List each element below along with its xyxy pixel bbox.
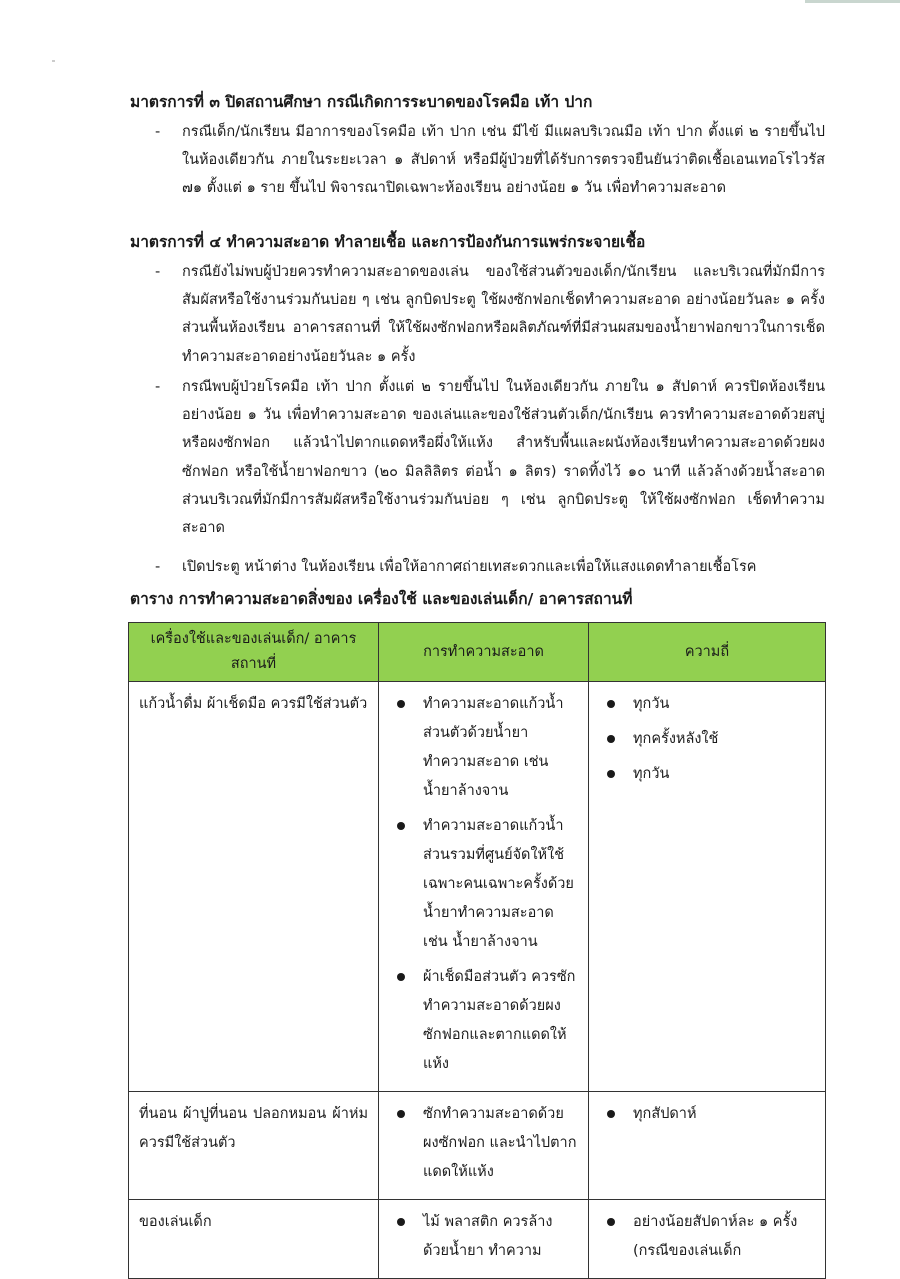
header-frequency: ความถี่ (589, 623, 826, 682)
scan-speck (52, 60, 55, 62)
row-cleaning (379, 682, 589, 1092)
frequency-value: ทุกวัน (599, 760, 815, 789)
cleaning-step: ผ้าเช็ดมือส่วนตัว ควรซักทำความสะอาดด้วยผงซักฟอกและตากแดดให้แห้ง (389, 963, 578, 1079)
header-cleaning: การทำความสะอาด (379, 623, 589, 682)
table-row (129, 1092, 826, 1200)
frequency-value: อย่างน้อยสัปดาห์ละ ๑ ครั้ง (กรณีของเล่นเด็ก (599, 1208, 815, 1266)
row-frequency (589, 682, 826, 1092)
bullet-text: เปิดประตู หน้าต่าง ในห้องเรียน เพื่อให้อากาศถ่ายเทสะดวกและเพื่อให้แสงแดดทำลายเชื้อโรค (182, 559, 757, 575)
measure-4-bullet-1: - กรณียังไม่พบผู้ป่วยควรทำความสะอาดของเล่น ของใช้ส่วนตัวของเด็ก/นักเรียน และบริเวณที่มักมีการสัมผัสหรือใช้งานร่วมกันบ่อย ๆ เช่น ลูกบิดประตู ใช้ผงซักฟอกเช็ดทำความสะอาด อย่างน้อยวันละ ๑ ครั้ง ส่วนพื้นห้องเรียน อาคารสถานที่ ให้ใช้ผงซักฟอกหรือผลิตภัณฑ์ที่มีส่วนผสมของน้ำยาฟอกขาวในการเช็ดทำความสะอาดอย่างน้อยวันละ ๑ ครั้ง (155, 258, 825, 371)
cleaning-table (128, 622, 826, 1279)
cleaning-step: ทำความสะอาดแก้วน้ำส่วนรวมที่ศูนย์จัดให้ใช้เฉพาะคนเฉพาะครั้งด้วยน้ำยาทำความสะอาด เช่น น้ำยาล้างจาน (389, 812, 578, 957)
table-caption: ตาราง การทำความสะอาดสิ่งของ เครื่องใช้ และของเล่นเด็ก/ อาคารสถานที่ (130, 590, 633, 608)
row-item: แก้วน้ำดื่ม ผ้าเช็ดมือ ควรมีใช้ส่วนตัว (129, 682, 379, 1092)
measure-4-bullet-2: - กรณีพบผู้ป่วยโรคมือ เท้า ปาก ตั้งแต่ ๒ รายขึ้นไป ในห้องเดียวกัน ภายใน ๑ สัปดาห์ ควรปิดห้องเรียนอย่างน้อย ๑ วัน เพื่อทำความสะอาด ของเล่นและของใช้ส่วนตัวเด็ก/นักเรียน ควรทำความสะอาดด้วยสบู่หรือผงซักฟอก แล้วนำไปตากแดดหรือผึ่งให้แห้ง สำหรับพื้นและผนังห้องเรียนทำความสะอาดด้วยผงซักฟอก หรือใช้น้ำยาฟอกขาว (๒๐ มิลลิลิตร ต่อน้ำ ๑ ลิตร) ราดทิ้งไว้ ๑๐ นาที แล้วล้างด้วยน้ำสะอาด ส่วนบริเวณที่มักมีการสัมผัสหรือใช้งานร่วมกันบ่อย ๆ เช่น ลูกบิดประตู ให้ใช้ผงซักฟอก เช็ดทำความสะอาด (155, 373, 825, 542)
row-item: ของเล่นเด็ก (129, 1200, 379, 1279)
header-item: เครื่องใช้และของเล่นเด็ก/ อาคารสถานที่ (129, 623, 379, 682)
row-item: ที่นอน ผ้าปูที่นอน ปลอกหมอน ผ้าห่ม ควรมีใช้ส่วนตัว (129, 1092, 379, 1200)
measure-3-heading: มาตรการที่ ๓ ปิดสถานศึกษา กรณีเกิดการระบาดของโรคมือ เท้า ปาก (130, 93, 593, 111)
frequency-value: ทุกครั้งหลังใช้ (599, 725, 815, 754)
row-frequency (589, 1200, 826, 1279)
cleaning-step: ซักทำความสะอาดด้วยผงซักฟอก และนำไปตากแดดให้แห้ง (389, 1100, 578, 1187)
bullet-text: กรณีเด็ก/นักเรียน มีอาการของโรคมือ เท้า ปาก เช่น มีไข้ มีแผลบริเวณมือ เท้า ปาก ตั้งแต่ ๒ รายขึ้นไปในห้องเดียวกัน ภายในระยะเวลา ๑ สัปดาห์ หรือมีผู้ป่วยที่ได้รับการตรวจยืนยันว่าติดเชื้อเอนเทอโรไวรัส ๗๑ ตั้งแต่ ๑ ราย ขึ้นไป พิจารณาปิดเฉพาะห้องเรียน อย่างน้อย ๑ วัน เพื่อทำความสะอาด (182, 124, 825, 197)
table-row (129, 1200, 826, 1279)
row-cleaning (379, 1200, 589, 1279)
cleaning-step: ไม้ พลาสติก ควรล้างด้วยน้ำยา ทำความ (389, 1208, 578, 1266)
bullet-text: กรณียังไม่พบผู้ป่วยควรทำความสะอาดของเล่น ของใช้ส่วนตัวของเด็ก/นักเรียน และบริเวณที่มักมีการสัมผัสหรือใช้งานร่วมกันบ่อย ๆ เช่น ลูกบิดประตู ใช้ผงซักฟอกเช็ดทำความสะอาด อย่างน้อยวันละ ๑ ครั้ง ส่วนพื้นห้องเรียน อาคารสถานที่ ให้ใช้ผงซักฟอกหรือผลิตภัณฑ์ที่มีส่วนผสมของน้ำยาฟอกขาวในการเช็ดทำความสะอาดอย่างน้อยวันละ ๑ ครั้ง (182, 264, 825, 365)
cleaning-step: ทำความสะอาดแก้วน้ำส่วนตัวด้วยน้ำยาทำความสะอาด เช่น น้ำยาล้างจาน (389, 690, 578, 806)
measure-3-bullet: - กรณีเด็ก/นักเรียน มีอาการของโรคมือ เท้า ปาก เช่น มีไข้ มีแผลบริเวณมือ เท้า ปาก ตั้งแต่ ๒ รายขึ้นไปในห้องเดียวกัน ภายในระยะเวลา ๑ สัปดาห์ หรือมีผู้ป่วยที่ได้รับการตรวจยืนยันว่าติดเชื้อเอนเทอโรไวรัส ๗๑ ตั้งแต่ ๑ ราย ขึ้นไป พิจารณาปิดเฉพาะห้องเรียน อย่างน้อย ๑ วัน เพื่อทำความสะอาด (155, 118, 825, 203)
row-cleaning (379, 1092, 589, 1200)
measure-4-heading: มาตรการที่ ๔ ทำความสะอาด ทำลายเชื้อ และการป้องกันการแพร่กระจายเชื้อ (130, 233, 646, 251)
row-frequency (589, 1092, 826, 1200)
scan-edge-mark (805, 0, 900, 3)
measure-4-bullet-3: - เปิดประตู หน้าต่าง ในห้องเรียน เพื่อให้อากาศถ่ายเทสะดวกและเพื่อให้แสงแดดทำลายเชื้อโรค (155, 553, 825, 581)
table-header-row (129, 623, 826, 682)
table-row (129, 682, 826, 1092)
frequency-value: ทุกวัน (599, 690, 815, 719)
bullet-text: กรณีพบผู้ป่วยโรคมือ เท้า ปาก ตั้งแต่ ๒ รายขึ้นไป ในห้องเดียวกัน ภายใน ๑ สัปดาห์ ควรปิดห้องเรียนอย่างน้อย ๑ วัน เพื่อทำความสะอาด ของเล่นและของใช้ส่วนตัวเด็ก/นักเรียน ควรทำความสะอาดด้วยสบู่หรือผงซักฟอก แล้วนำไปตากแดดหรือผึ่งให้แห้ง สำหรับพื้นและผนังห้องเรียนทำความสะอาดด้วยผงซักฟอก หรือใช้น้ำยาฟอกขาว (๒๐ มิลลิลิตร ต่อน้ำ ๑ ลิตร) ราดทิ้งไว้ ๑๐ นาที แล้วล้างด้วยน้ำสะอาด ส่วนบริเวณที่มักมีการสัมผัสหรือใช้งานร่วมกันบ่อย ๆ เช่น ลูกบิดประตู ให้ใช้ผงซักฟอก เช็ดทำความสะอาด (182, 379, 825, 537)
frequency-value: ทุกสัปดาห์ (599, 1100, 815, 1129)
